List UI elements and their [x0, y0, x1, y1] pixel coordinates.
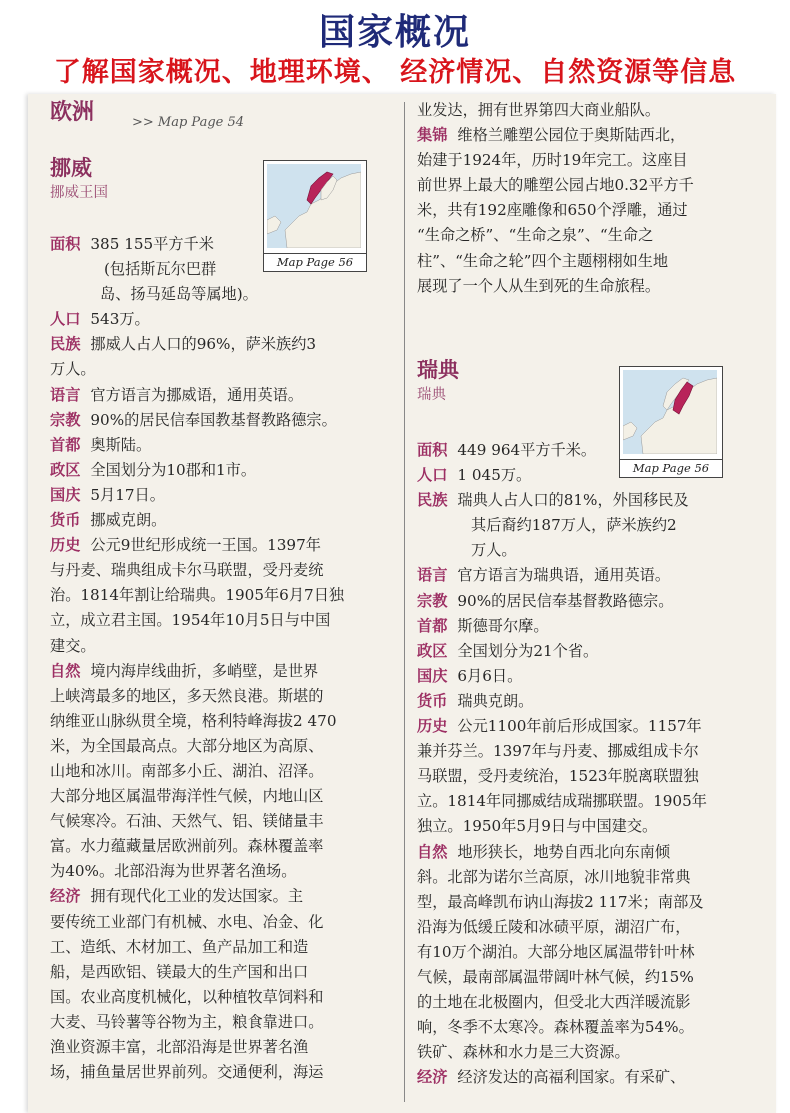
- region-heading: 欧洲: [50, 100, 95, 125]
- label-national-day: 国庆: [417, 666, 448, 685]
- label-admin: 政区: [417, 641, 448, 660]
- area-value: 385 155平方千米: [90, 235, 214, 253]
- label-ethnic: 民族: [50, 335, 81, 354]
- economy-line: 渔业资源丰富，北部沿海是世界著名渔: [50, 1038, 309, 1056]
- religion-value: 90%的居民信奉基督教路德宗。: [457, 591, 674, 610]
- language-value: 官方语言为瑞典语，通用英语。: [457, 566, 670, 585]
- highlights-line: “生命之桥”、“生命之泉”、“生命之: [417, 226, 654, 245]
- nature-line: 富。水力蕴藏量居欧洲前列。森林覆盖率: [50, 837, 324, 856]
- banner-subtitle: 了解国家概况、地理环境、 经济情况、自然资源等信息: [53, 57, 737, 88]
- ethnic-line2: 万人。: [50, 360, 96, 379]
- nature-line: 气候，最南部属温带阔叶林气候，约15%: [417, 967, 694, 986]
- nature-line: 沿海为低缓丘陵和冰碛平原，湖沼广布，: [417, 917, 691, 936]
- label-language: 语言: [50, 385, 81, 404]
- official-name: 挪威王国: [50, 185, 108, 202]
- region-map-ref: >> Map Page 54: [132, 115, 245, 130]
- highlights-line: 前世界上最大的雕塑公园占地0.32平方千: [417, 176, 694, 195]
- economy-line: 工、造纸、木材加工、鱼产品加工和造: [50, 937, 309, 956]
- currency-value: 挪威克朗。: [90, 511, 167, 530]
- label-economy: 经济: [50, 887, 81, 906]
- ethnic-value: 瑞典人占人口的81%，外国移民及: [457, 491, 689, 510]
- label-capital: 首都: [417, 616, 448, 635]
- economy-line: 要传统工业部门有机械、水电、冶金、化: [50, 912, 324, 931]
- nature-line: 大部分地区属温带海洋性气候，内地山区: [50, 787, 324, 806]
- official-name: 瑞典: [417, 387, 446, 404]
- label-currency: 货币: [417, 691, 448, 710]
- label-population: 人口: [417, 466, 448, 485]
- nature-line: 上峡湾最多的地区，多天然良港。斯堪的: [50, 686, 324, 705]
- economy-line: 船，是西欧铝、镁最大的生产国和出口: [50, 962, 309, 981]
- nature-line: 有10万个湖泊。大部分地区属温带针叶林: [417, 942, 695, 961]
- history-line: 马联盟，受丹麦统治，1523年脱离联盟独: [417, 767, 699, 786]
- history-line: 立，成立君主国。1954年10月5日与中国: [50, 611, 331, 630]
- economy-line: 场，捕鱼量居世界前列。交通便利，海运: [50, 1063, 324, 1082]
- history-line: 立。1814年同挪威结成瑞挪联盟。1905年: [417, 792, 707, 811]
- label-nature: 自然: [417, 842, 448, 861]
- national-day-value: 5月17日。: [90, 485, 165, 504]
- highlights-line: 始建于1924年，历时19年完工。这座目: [417, 151, 688, 170]
- nature-line: 纳维亚山脉纵贯全境，格利特峰海拔2 470: [50, 711, 337, 730]
- history-line: 建交。: [50, 636, 96, 655]
- label-economy: 经济: [417, 1068, 448, 1087]
- label-highlights: 集锦: [417, 126, 448, 145]
- history-line: 治。1814年割让给瑞典。1905年6月7日独: [50, 586, 345, 605]
- map-caption: Map Page 56: [620, 459, 722, 477]
- religion-value: 90%的居民信奉国教基督教路德宗。: [90, 410, 337, 429]
- country-name: 瑞典: [417, 358, 459, 382]
- history-line: 公元9世纪形成统一王国。1397年: [90, 536, 321, 555]
- nature-line: 气候寒冷。石油、天然气、铝、镁储量丰: [50, 812, 324, 831]
- label-ethnic: 民族: [417, 491, 448, 510]
- ethnic-value: 挪威人占人口的96%，萨米族约3: [90, 335, 317, 354]
- label-area: 面积: [417, 441, 448, 459]
- nature-line: 型，最高峰凯布讷山海拔2 117米；南部及: [417, 892, 704, 911]
- capital-value: 斯德哥尔摩。: [457, 616, 549, 635]
- population-value: 1 045万。: [457, 466, 532, 485]
- economy-line: 经济发达的高福利国家。有采矿、: [457, 1068, 686, 1087]
- economy-line: 大麦、马铃薯等谷物为主，粮食靠进口。: [50, 1012, 324, 1031]
- map-caption: Map Page 56: [264, 253, 366, 271]
- nature-line: 米，为全国最高点。大部分地区为高原、: [50, 736, 324, 755]
- label-religion: 宗教: [417, 591, 448, 610]
- banner: [0, 0, 790, 92]
- book-page: [28, 94, 776, 1113]
- column-divider: [404, 102, 405, 1102]
- capital-value: 奥斯陆。: [90, 435, 152, 454]
- label-capital: 首都: [50, 435, 81, 454]
- highlights-line: 展现了一个人从生到死的生命旅程。: [417, 276, 660, 295]
- sweden-header: [417, 358, 459, 408]
- admin-value: 全国划分为10郡和1市。: [90, 460, 257, 479]
- area-line3: 岛、扬马延岛等属地)。: [100, 285, 258, 304]
- admin-value: 全国划分为21个省。: [457, 641, 599, 660]
- ethnic-line2: 其后裔约187万人，萨米族约2: [471, 516, 677, 535]
- history-line: 独立。1950年5月9日与中国建交。: [417, 817, 658, 836]
- norway-header: [50, 156, 108, 206]
- nature-line: 为40%。北部沿海为世界著名渔场。: [50, 862, 297, 881]
- nature-line: 地形狭长，地势自西北向东南倾: [457, 842, 670, 861]
- national-day-value: 6月6日。: [457, 666, 523, 685]
- highlights-line: 米，共有192座雕像和650个浮雕，通过: [417, 201, 688, 220]
- label-history: 历史: [417, 717, 448, 736]
- nature-line: 斜。北部为诺尔兰高原，冰川地貌非常典: [417, 867, 691, 886]
- nature-line: 境内海岸线曲折，多峭壁，是世界: [90, 661, 319, 680]
- label-religion: 宗教: [50, 410, 81, 429]
- norway-facts: [50, 232, 388, 1085]
- label-national-day: 国庆: [50, 485, 81, 504]
- nature-line: 铁矿、森林和水力是三大资源。: [417, 1043, 630, 1062]
- banner-title: 国家概况: [318, 12, 471, 53]
- area-line2: (包括斯瓦尔巴群: [104, 260, 217, 279]
- nature-line: 响，冬季不太寒冷。森林覆盖率为54%。: [417, 1018, 694, 1037]
- economy-line: 拥有现代化工业的发达国家。主: [90, 887, 303, 906]
- label-area: 面积: [50, 235, 81, 253]
- nature-line: 的土地在北极圈内，但受北大西洋暖流影: [417, 993, 691, 1012]
- highlights-line: 柱”、“生命之轮”四个主题栩栩如生地: [417, 251, 669, 270]
- language-value: 官方语言为挪威语，通用英语。: [90, 385, 303, 404]
- history-line: 与丹麦、瑞典组成卡尔马联盟，受丹麦统: [50, 561, 324, 580]
- population-value: 543万。: [90, 310, 150, 329]
- history-line: 公元1100年前后形成国家。1157年: [457, 717, 702, 736]
- area-value: 449 964平方千米。: [457, 441, 597, 459]
- history-line: 兼并芬兰。1397年与丹麦、挪威组成卡尔: [417, 742, 699, 761]
- country-name: 挪威: [50, 156, 92, 180]
- label-population: 人口: [50, 310, 81, 329]
- label-admin: 政区: [50, 460, 81, 479]
- label-history: 历史: [50, 536, 81, 555]
- economy-line: 国。农业高度机械化，以种植牧草饲料和: [50, 987, 324, 1006]
- ethnic-line3: 万人。: [471, 541, 517, 560]
- sweden-facts: [417, 438, 747, 1090]
- label-nature: 自然: [50, 661, 81, 680]
- label-language: 语言: [417, 566, 448, 585]
- norway-continued: [417, 98, 747, 299]
- label-currency: 货币: [50, 511, 81, 530]
- economy-tail: 业发达，拥有世界第四大商业船队。: [417, 101, 660, 119]
- currency-value: 瑞典克朗。: [457, 691, 534, 710]
- highlights-line: 维格兰雕塑公园位于奥斯陆西北，: [457, 126, 686, 145]
- nature-line: 山地和冰川。南部多小丘、湖泊、沼泽。: [50, 761, 324, 780]
